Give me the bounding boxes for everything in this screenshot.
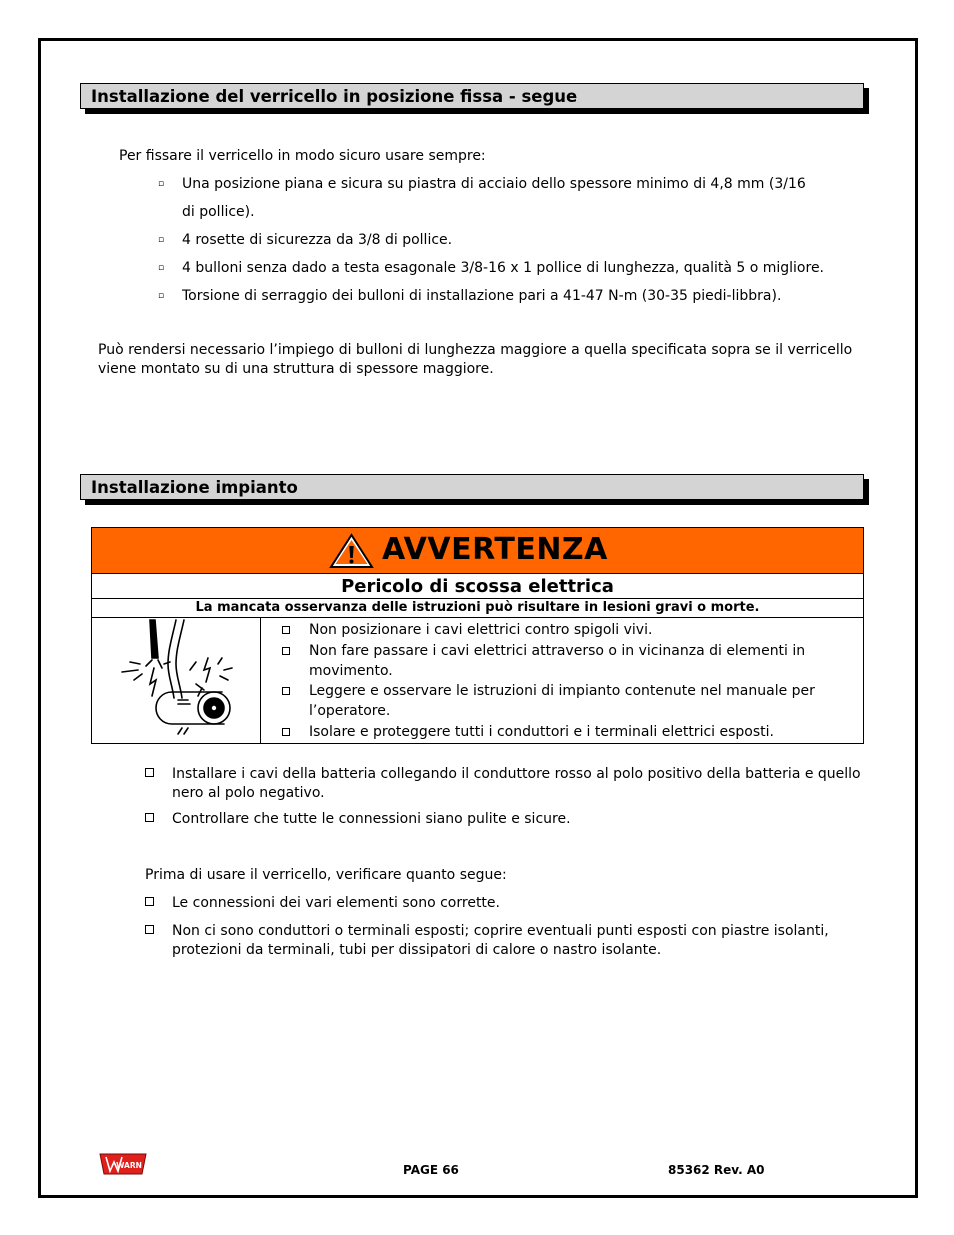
bullet-text: 4 bulloni senza dado a testa esagonale 3/8-16 x 1 pollice di lunghezza, qualità 5 o migliore. [182,260,825,276]
section-header-fixed-installation: Installazione del verricello in posizione fissa - segue [80,83,864,109]
page-number: PAGE 66 [403,1163,459,1177]
step-text: Installare i cavi della batteria collegando il conduttore rosso al polo positivo della batteria e quello [172,766,861,782]
checkbox-icon [282,687,290,695]
logo-text: WARN [116,1161,142,1170]
check-text: Non ci sono conduttori o terminali esposti; coprire eventuali punti esposti con piastre isolanti, [172,923,829,939]
electric-shock-pictogram [92,618,261,743]
bullet-text: 4 rosette di sicurezza da 3/8 di pollice. [182,232,453,248]
instruction-text: Non posizionare i cavi elettrici contro spigoli vivi. [309,622,653,638]
bullet-marker: ▫ [158,291,165,301]
check-text: Le connessioni dei vari elementi sono corrette. [172,895,500,911]
checkbox-icon [145,768,154,777]
checkbox-icon [282,728,290,736]
note-line-1: Può rendersi necessario l’impiego di bulloni di lunghezza maggiore a quella specificata sopra se il verricello [98,342,853,358]
checkbox-icon [282,647,290,655]
bullet-marker: ▫ [158,263,165,273]
intro-text: Per fissare il verricello in modo sicuro usare sempre: [119,148,486,164]
warning-box [91,527,864,744]
hazard-title: Pericolo di scossa elettrica [92,574,863,599]
instruction-text: Isolare e proteggere tutti i conduttori e i terminali elettrici esposti. [309,724,774,740]
bullet-text: Una posizione piana e sicura su piastra di acciaio dello spessore minimo di 4,8 mm (3/16 di pollice). [182,176,806,220]
note-line-2: viene montato su di una struttura di spessore maggiore. [98,361,494,377]
instruction-text: movimento. [309,663,393,679]
checkbox-icon [145,813,154,822]
electric-shock-icon [92,618,260,743]
consequence-text: La mancata osservanza delle istruzioni può risultare in lesioni gravi o morte. [92,599,863,618]
section-header-system-installation: Installazione impianto [80,474,864,500]
document-revision: 85362 Rev. A0 [668,1163,765,1177]
bullet-text: Torsione di serraggio dei bulloni di installazione pari a 41-47 N-m (30-35 piedi-libbra). [182,288,782,304]
instruction-text: Non fare passare i cavi elettrici attraverso o in vicinanza di elementi in [309,643,806,659]
checkbox-icon [145,897,154,906]
instruction-text: Leggere e osservare le istruzioni di impianto contenute nel manuale per [309,683,815,699]
checkbox-icon [145,925,154,934]
warning-title: AVVERTENZA [382,532,608,567]
warning-triangle-icon [329,533,374,569]
warn-logo [98,1151,148,1177]
bullet-marker: ▫ [158,179,165,189]
bullet-marker: ▫ [158,235,165,245]
checks-intro: Prima di usare il verricello, verificare quanto segue: [145,867,507,883]
warning-banner [92,528,863,574]
step-text: Controllare che tutte le connessioni siano pulite e sicure. [172,811,571,827]
checkbox-icon [282,626,290,634]
instruction-text: l’operatore. [309,703,391,719]
step-text: nero al polo negativo. [172,785,325,801]
check-text: protezioni da terminali, tubi per dissipatori di calore o nastro isolante. [172,942,662,958]
